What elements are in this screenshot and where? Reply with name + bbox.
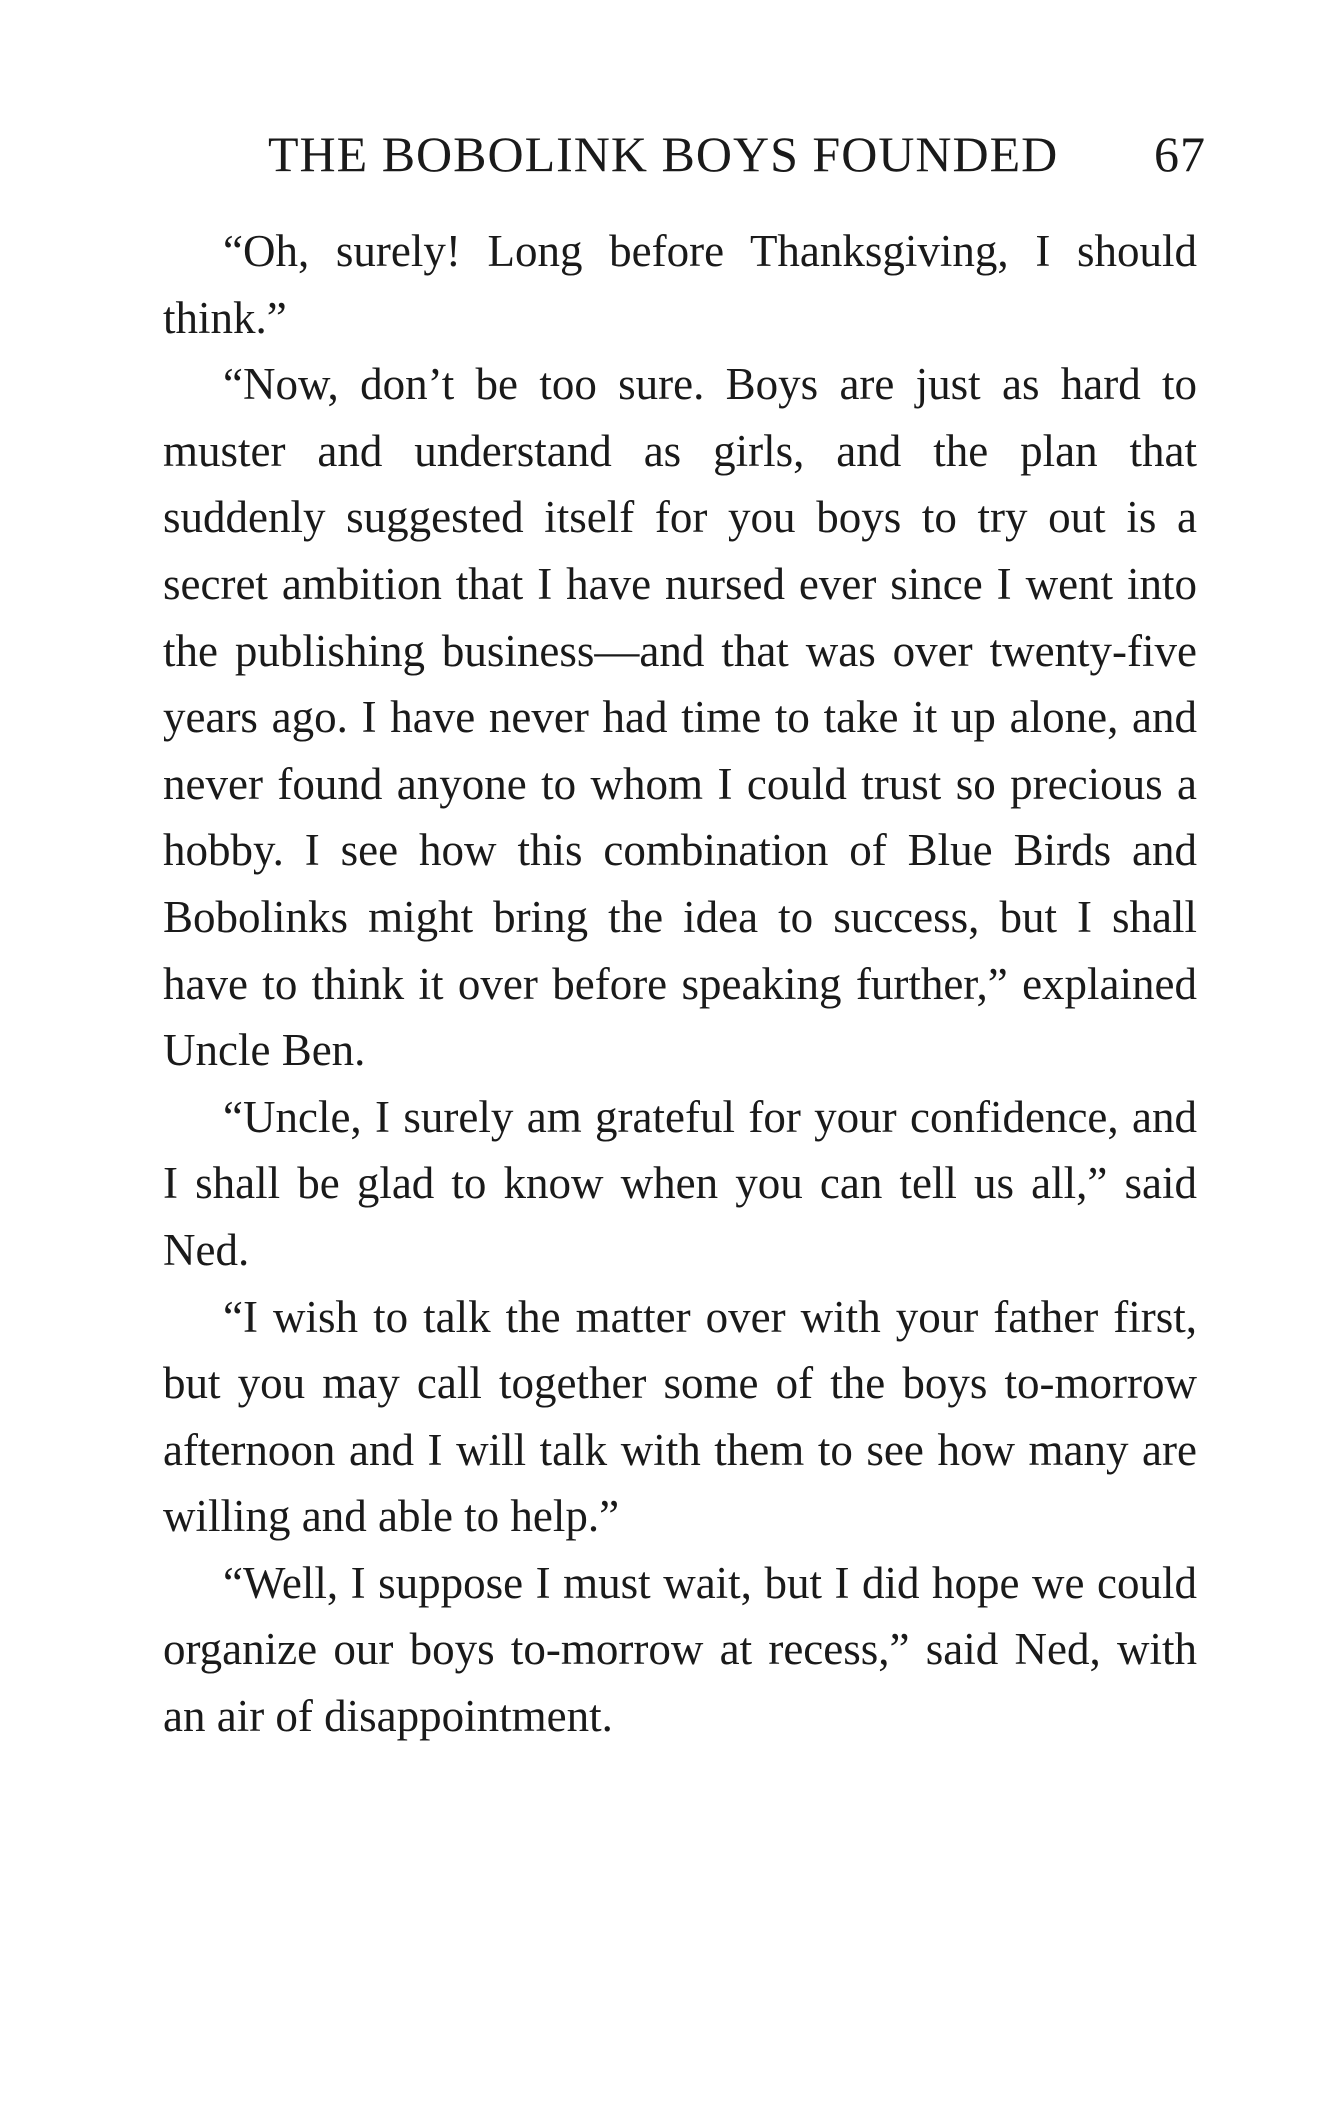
page-number: 67 bbox=[1154, 126, 1206, 182]
body-text bbox=[163, 218, 1197, 1750]
running-title: THE BOBOLINK BOYS FOUNDED bbox=[268, 126, 1059, 182]
paragraph: “I wish to talk the matter over with your father first, but you may call together some of the boys to-morrow afternoon and I will talk with them to see how many are willing and able to help.” bbox=[163, 1291, 1197, 1542]
running-head bbox=[268, 124, 1206, 184]
paragraph: “Well, I suppose I must wait, but I did hope we could organize our boys to-morrow at recess,” said Ned, with an air of disappointment. bbox=[163, 1557, 1197, 1742]
paragraph: “Uncle, I surely am grateful for your confidence, and I shall be glad to know when you can tell us all,” said Ned. bbox=[163, 1091, 1197, 1275]
paragraph: “Now, don’t be too sure. Boys are just as hard to muster and understand as girls, and the plan that suddenly suggested itself for you boys to try out is a secret ambition that I have nursed ever since I went into the publishing business—and that was over twenty-five years ago. I have never had time to take it up alone, and never found anyone to whom I could trust so precious a hobby. I see how this combination of Blue Birds and Bobolinks might bring the idea to success, but I shall have to think it over before speaking further,” explained Uncle Ben. bbox=[163, 359, 1197, 1076]
paragraph: “Oh, surely! Long before Thanksgiving, I should think.” bbox=[163, 226, 1197, 343]
